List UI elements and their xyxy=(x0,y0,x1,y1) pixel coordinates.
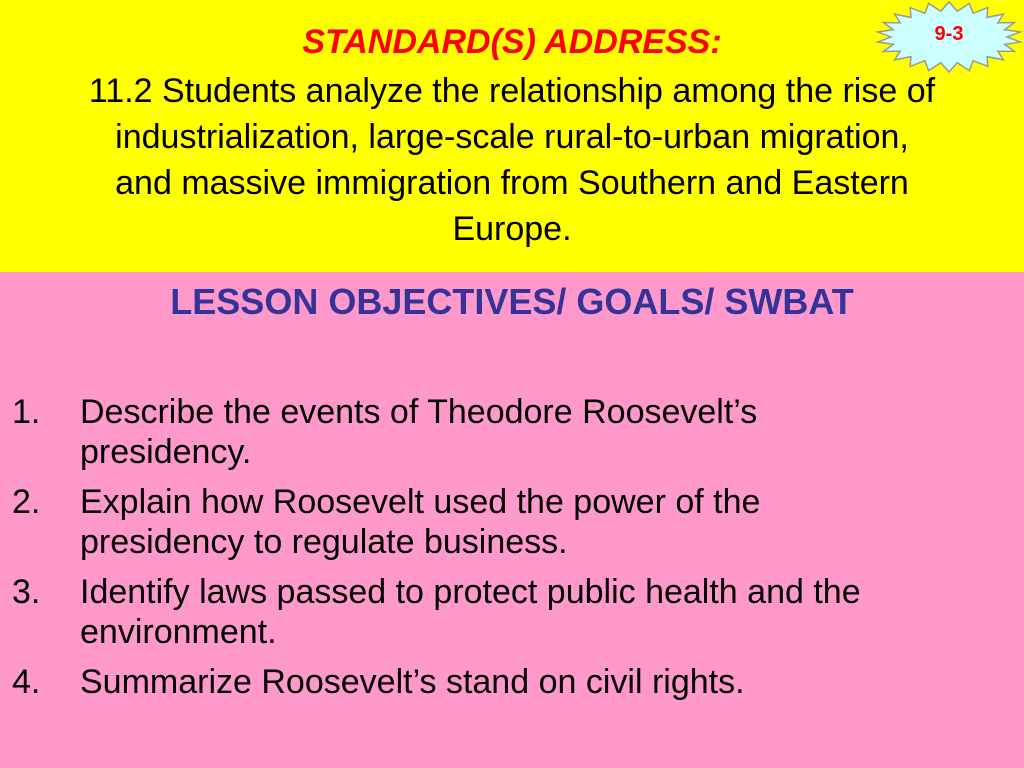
objective-number: 2. xyxy=(12,483,41,521)
objective-line: presidency to regulate business. xyxy=(80,523,568,561)
standards-text xyxy=(0,68,1024,252)
objectives-list xyxy=(0,392,1024,712)
objective-line: presidency. xyxy=(80,433,252,471)
objective-line: Explain how Roosevelt used the power of the xyxy=(80,483,761,521)
standards-title: STANDARD(S) ADDRESS: xyxy=(302,23,722,61)
objective-item xyxy=(0,572,1024,652)
objective-text xyxy=(80,572,1010,652)
objective-item xyxy=(0,662,1024,702)
objective-line: Summarize Roosevelt’s stand on civil rights. xyxy=(80,663,745,701)
objective-text xyxy=(80,482,1010,562)
objective-line: Identify laws passed to protect public health and the xyxy=(80,573,861,611)
standards-line: industrialization, large-scale rural-to-urban migration, xyxy=(115,118,909,156)
standards-line: Europe. xyxy=(452,210,572,248)
objectives-title: LESSON OBJECTIVES/ GOALS/ SWBAT xyxy=(170,281,854,322)
lesson-badge xyxy=(874,0,1024,74)
objective-text xyxy=(80,392,1010,472)
objective-item xyxy=(0,392,1024,472)
objective-text xyxy=(80,662,1010,702)
standards-panel xyxy=(0,0,1024,272)
objective-number: 4. xyxy=(12,663,41,701)
objective-line: Describe the events of Theodore Roosevelt’s xyxy=(80,393,758,431)
objective-line: environment. xyxy=(80,613,277,651)
badge-label: 9-3 xyxy=(934,23,964,45)
objective-item xyxy=(0,482,1024,562)
standards-line: 11.2 Students analyze the relationship among the rise of xyxy=(88,72,936,110)
objective-number: 3. xyxy=(12,573,41,611)
standards-line: and massive immigration from Southern and Eastern xyxy=(115,164,909,202)
objective-number: 1. xyxy=(12,393,41,431)
